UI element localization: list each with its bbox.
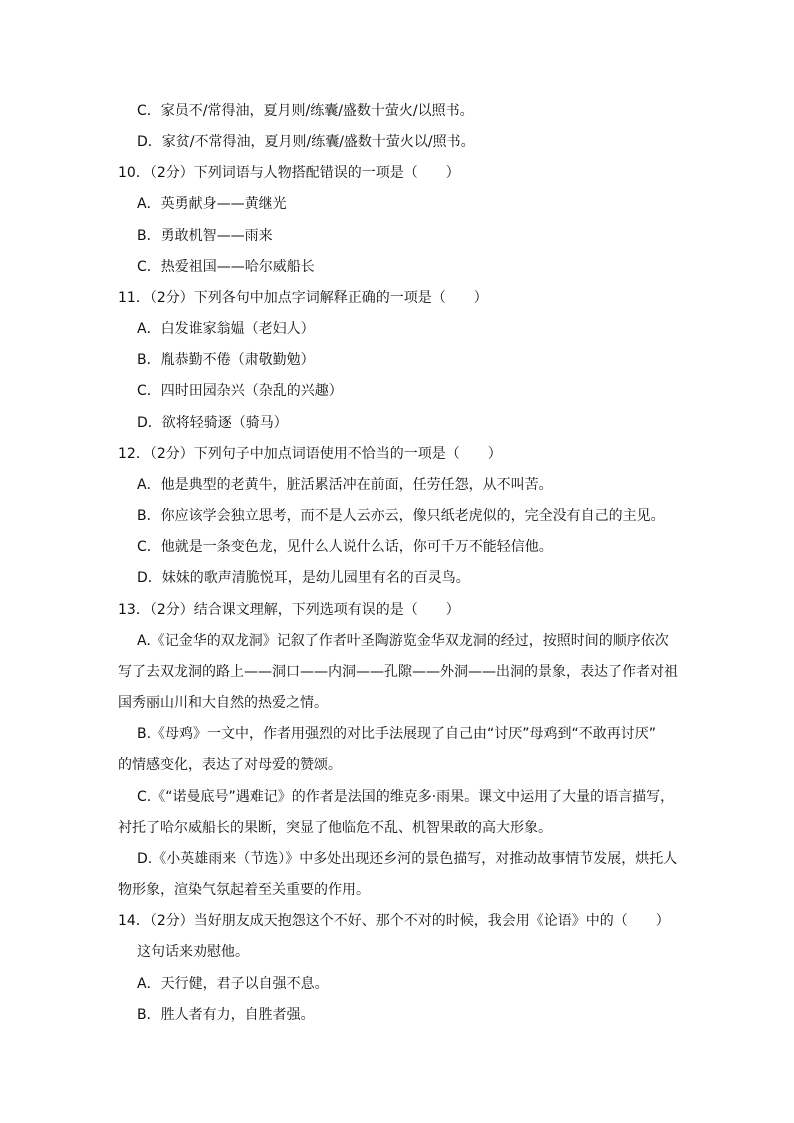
question-line: 12．（2分）下列句子中加点词语使用不恰当的一项是（ ） [118, 446, 502, 462]
continuation-line: 国秀丽山川和大自然的热爱之情。 [118, 695, 328, 711]
continuation-line: 的情感变化，表达了对母爱的赞颂。 [118, 757, 342, 773]
option-line: C.《“诺曼底号”遇难记》的作者是法国的维克多·雨果。课文中运用了大量的语言描写， [137, 789, 675, 805]
option-line: D．妹妹的歌声清脆悦耳，是幼儿园里有名的百灵鸟。 [137, 570, 470, 586]
option-line: B．你应该学会独立思考，而不是人云亦云，像只纸老虎似的，完全没有自己的主见。 [137, 508, 665, 524]
question-line: 10．（2分）下列词语与人物搭配错误的一项是（ ） [118, 165, 460, 181]
question-line: 13．（2分）结合课文理解，下列选项有误的是（ ） [118, 602, 460, 618]
option-line: C．家员不/常得油，夏月则/练囊/盛数十萤火/以照书。 [137, 103, 474, 119]
question-line: 11．（2分）下列各句中加点字词解释正确的一项是（ ） [118, 290, 488, 306]
option-line: A．白发谁家翁媪（老妇人） [137, 321, 315, 337]
continuation-line: 这句话来劝慰他。 [137, 944, 249, 960]
option-line: A．他是典型的老黄牛，脏活累活冲在前面，任劳任怨，从不叫苦。 [137, 477, 553, 493]
option-line: B.《母鸡》一文中，作者用强烈的对比手法展现了自己由“讨厌”母鸡到“不敢再讨厌” [137, 726, 657, 742]
option-line: C．热爱祖国——哈尔威船长 [137, 259, 315, 275]
option-line: D．欲将轻骑逐（骑马） [137, 415, 288, 431]
option-line: A.《记金华的双龙洞》记叙了作者叶圣陶游览金华双龙洞的经过，按照时间的顺序依次 [137, 633, 669, 649]
option-line: C．他就是一条变色龙，见什么人说什么话，你可千万不能轻信他。 [137, 539, 553, 555]
option-line: B．勇敢机智——雨来 [137, 228, 273, 244]
question-line: 14．（2分）当好朋友成天抱怨这个不好、那个不对的时候，我会用《论语》中的（ ） [118, 913, 670, 929]
option-line: A．英勇献身——黄继光 [137, 196, 287, 212]
option-line: D.《小英雄雨来（节选）》中多处出现还乡河的景色描写，对推动故事情节发展，烘托人 [137, 851, 678, 867]
option-line: D．家贫/不常得油，夏月则/练囊/盛数十萤火以/照书。 [137, 134, 475, 150]
continuation-line: 衬托了哈尔威船长的果断，突显了他临危不乱、机智果敢的高大形象。 [118, 820, 552, 836]
option-line: A．天行健，君子以自强不息。 [137, 976, 329, 992]
option-line: B．胤恭勤不倦（肃敬勤勉） [137, 352, 315, 368]
continuation-line: 写了去双龙洞的路上——洞口——内洞——孔隙——外洞——出洞的景象，表达了作者对祖 [118, 664, 678, 680]
option-line: C．四时田园杂兴（杂乱的兴趣） [137, 383, 343, 399]
continuation-line: 物形象，渲染气氛起着至关重要的作用。 [118, 882, 370, 898]
option-line: B．胜人者有力，自胜者强。 [137, 1007, 315, 1023]
